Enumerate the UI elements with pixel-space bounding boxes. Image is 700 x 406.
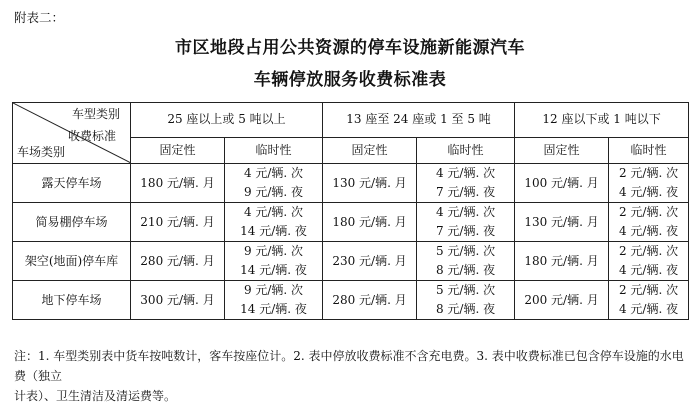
temporary-fee-cell — [225, 242, 323, 281]
per-time-fee: 4 元/辆. 次 — [243, 205, 304, 219]
temporary-fee-cell — [225, 164, 323, 203]
fixed-fee-cell: 210 元/辆. 月 — [131, 203, 225, 242]
per-time-fee: 5 元/辆. 次 — [435, 283, 496, 297]
per-time-fee: 2 元/辆. 次 — [618, 283, 679, 297]
table-row — [13, 242, 689, 281]
temporary-fee-cell — [417, 242, 515, 281]
fixed-fee-cell: 180 元/辆. 月 — [131, 164, 225, 203]
per-time-fee: 4 元/辆. 次 — [435, 166, 496, 180]
per-time-fee: 4 元/辆. 次 — [435, 205, 496, 219]
per-time-fee: 9 元/辆. 次 — [243, 244, 304, 258]
fixed-fee-cell: 230 元/辆. 月 — [323, 242, 417, 281]
per-night-fee: 4 元/辆. 夜 — [618, 224, 679, 238]
temporary-fee-cell — [225, 281, 323, 320]
per-time-fee: 2 元/辆. 次 — [618, 205, 679, 219]
per-time-fee: 5 元/辆. 次 — [435, 244, 496, 258]
per-time-fee: 9 元/辆. 次 — [243, 283, 304, 297]
fixed-fee-cell: 130 元/辆. 月 — [515, 203, 609, 242]
footnote — [14, 346, 690, 406]
subheader-cell: 临时性 — [225, 137, 323, 163]
footnote-line: 计表）、卫生清洁及清运费等。 — [14, 389, 177, 403]
per-night-fee: 8 元/辆. 夜 — [435, 263, 496, 277]
subheader-cell: 固定性 — [323, 137, 417, 163]
temporary-fee-cell — [609, 164, 689, 203]
attachment-label: 附表二： — [14, 10, 65, 25]
lot-type-cell: 露天停车场 — [13, 164, 131, 203]
table-row — [13, 164, 689, 203]
per-night-fee: 4 元/辆. 夜 — [618, 263, 679, 277]
temporary-fee-cell — [225, 203, 323, 242]
table-row — [13, 203, 689, 242]
per-night-fee: 7 元/辆. 夜 — [435, 185, 496, 199]
footnote-line: 注：1. 车型类别表中货车按吨数计，客车按座位计。2. 表中停放收费标准不含充电费。3. 表中收费标准已包含停车设施的水电费（独立 — [14, 349, 684, 383]
group-header: 13 座至 24 座或 1 至 5 吨 — [323, 103, 515, 138]
temporary-fee-cell — [609, 281, 689, 320]
corner-label-lot-type: 车场类别 — [17, 145, 66, 159]
temporary-fee-cell — [609, 242, 689, 281]
subheader-cell: 固定性 — [515, 137, 609, 163]
lot-type-cell: 架空(地面)停车库 — [13, 242, 131, 281]
corner-label-fee-standard: 收费标准 — [67, 129, 116, 143]
lot-type-cell: 地下停车场 — [13, 281, 131, 320]
per-night-fee: 8 元/辆. 夜 — [435, 302, 496, 316]
fixed-fee-cell: 130 元/辆. 月 — [323, 164, 417, 203]
temporary-fee-cell — [417, 203, 515, 242]
per-time-fee: 2 元/辆. 次 — [618, 244, 679, 258]
temporary-fee-cell — [609, 203, 689, 242]
lot-type-cell: 简易棚停车场 — [13, 203, 131, 242]
fixed-fee-cell: 200 元/辆. 月 — [515, 281, 609, 320]
per-night-fee: 14 元/辆. 夜 — [240, 263, 307, 277]
fixed-fee-cell: 300 元/辆. 月 — [131, 281, 225, 320]
fixed-fee-cell: 180 元/辆. 月 — [515, 242, 609, 281]
per-night-fee: 14 元/辆. 夜 — [240, 224, 307, 238]
fixed-fee-cell: 100 元/辆. 月 — [515, 164, 609, 203]
table-row — [13, 281, 689, 320]
per-night-fee: 9 元/辆. 夜 — [243, 185, 304, 199]
table-header-row — [13, 103, 689, 138]
page-subtitle: 车辆停放服务收费标准表 — [253, 70, 447, 90]
per-night-fee: 7 元/辆. 夜 — [435, 224, 496, 238]
per-night-fee: 14 元/辆. 夜 — [240, 302, 307, 316]
temporary-fee-cell — [417, 281, 515, 320]
temporary-fee-cell — [417, 164, 515, 203]
group-header: 12 座以下或 1 吨以下 — [515, 103, 689, 138]
fixed-fee-cell: 280 元/辆. 月 — [131, 242, 225, 281]
corner-header-cell — [13, 103, 131, 164]
per-time-fee: 2 元/辆. 次 — [618, 166, 679, 180]
fee-table — [12, 102, 689, 320]
subheader-cell: 临时性 — [417, 137, 515, 163]
fixed-fee-cell: 280 元/辆. 月 — [323, 281, 417, 320]
group-header: 25 座以上或 5 吨以上 — [131, 103, 323, 138]
per-time-fee: 4 元/辆. 次 — [243, 166, 304, 180]
corner-label-vehicle-type: 车型类别 — [71, 107, 120, 121]
subheader-cell: 临时性 — [609, 137, 689, 163]
per-night-fee: 4 元/辆. 夜 — [618, 302, 679, 316]
fixed-fee-cell: 180 元/辆. 月 — [323, 203, 417, 242]
subheader-cell: 固定性 — [131, 137, 225, 163]
per-night-fee: 4 元/辆. 夜 — [618, 185, 679, 199]
page-title: 市区地段占用公共资源的停车设施新能源汽车 — [175, 38, 525, 58]
